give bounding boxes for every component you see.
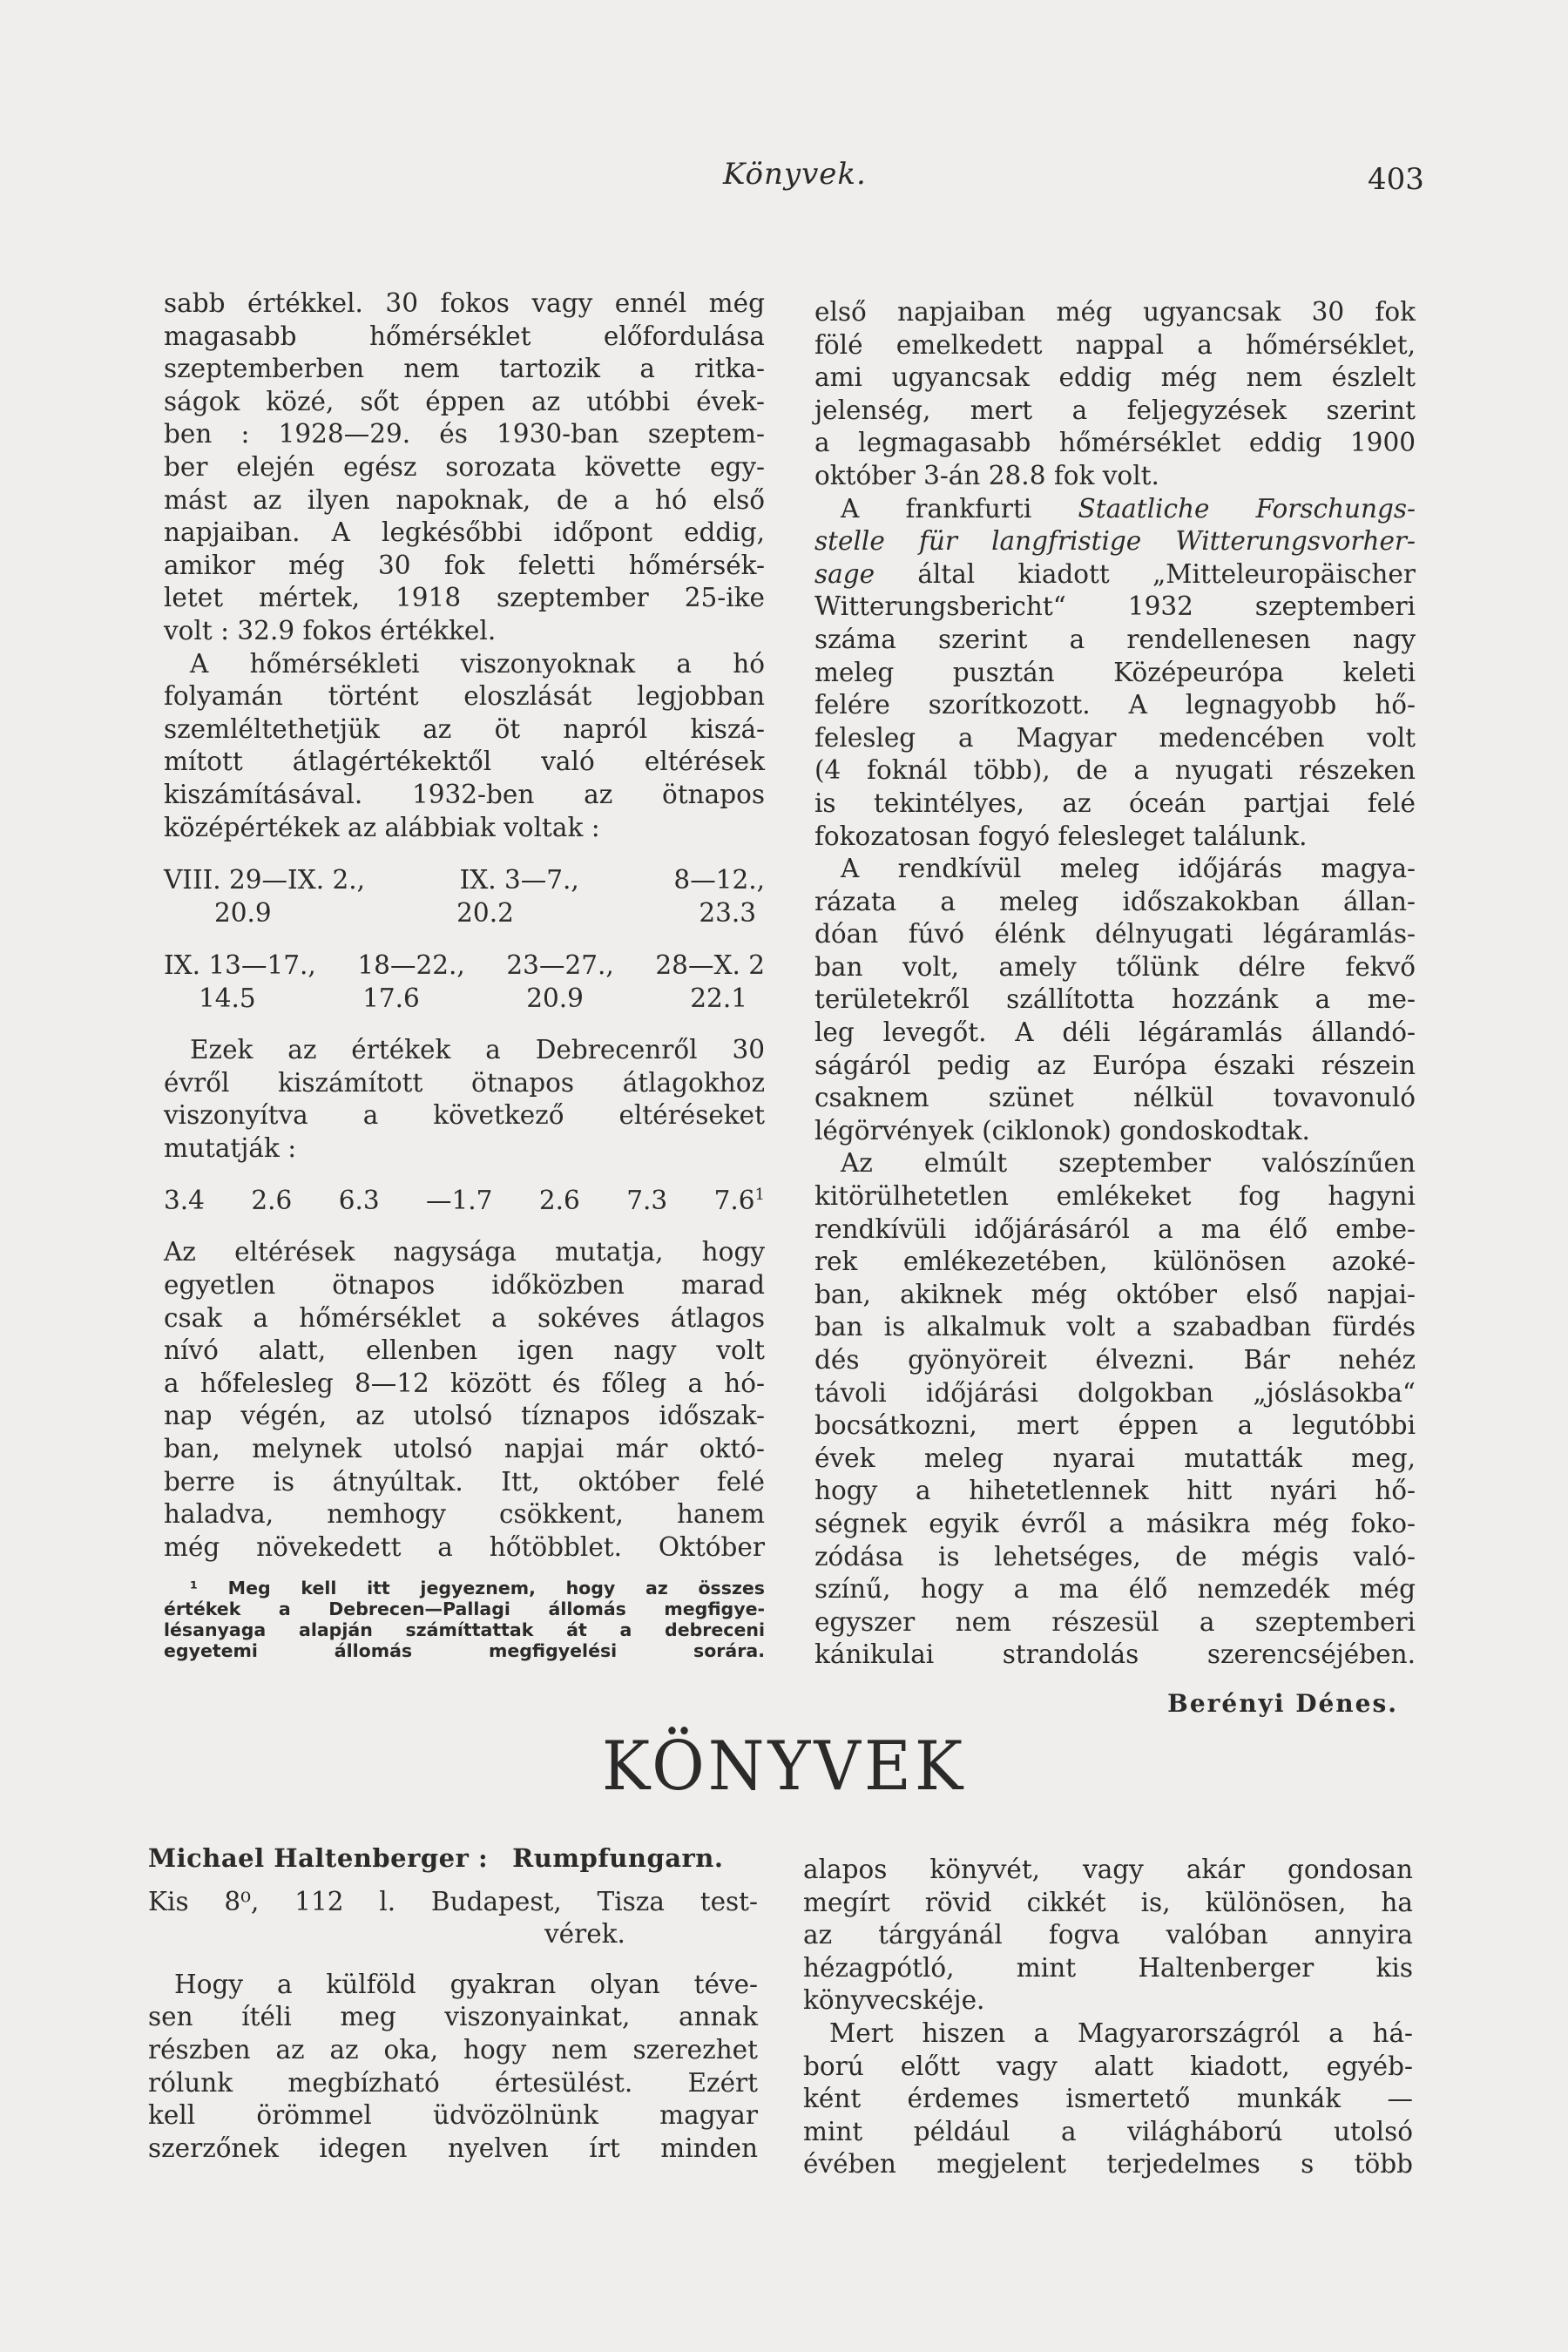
text-line: ságáról pedig az Európa északi részein [814, 1050, 1416, 1080]
text-line: sabb értékkel. 30 fokos vagy ennél még [164, 288, 765, 318]
period-value: 20.2 [456, 898, 514, 929]
text-line: mást az ilyen napoknak, de a hó első [164, 484, 765, 515]
period-label: IX. 13—17., [164, 950, 316, 981]
text-line: csak a hőmérséklet a sokéves átlagos [164, 1302, 765, 1333]
institute-name: sage [814, 558, 875, 589]
text-line: hogy a hihetetlennek hitt nyári hő- [814, 1476, 1416, 1506]
text-line: vérek. [544, 1919, 625, 1950]
left-paragraph-2 [164, 648, 765, 681]
text-line: első napjaiban még ugyancsak 30 fok [814, 297, 1416, 327]
text-fragment: A frankfurti [841, 493, 1078, 524]
author-signature: Berényi Dénes. [1167, 1688, 1398, 1718]
footnote-line: egyetemi állomás megfigyelési sorára. [164, 1640, 765, 1662]
right-column [814, 296, 1416, 1720]
book-details [148, 1886, 758, 1951]
text-line: Hogy a külföld gyakran olyan téve- [174, 1969, 758, 1999]
text-line: az tárgyánál fogva valóban annyira [803, 1920, 1413, 1950]
text-line: mutatják : [164, 1132, 297, 1163]
text-line: fölé emelkedett nappal a hőmérséklet, [814, 329, 1416, 360]
text-line: sen ítéli meg viszonyainkat, annak [148, 2002, 758, 2032]
text-line: évében megjelent terjedelmes s több [803, 2149, 1413, 2180]
period-label: 23—27., [506, 950, 614, 981]
page-number: 403 [1368, 162, 1424, 197]
text-line: ságok közé, sőt éppen az utóbbi évek- [164, 386, 765, 416]
text-line: ben : 1928—29. és 1930-ban szeptem- [164, 419, 765, 449]
text-line: rólunk megbízható értesülést. Ezért [148, 2067, 758, 2098]
footnote-mark: 1 [754, 1186, 765, 1205]
text-line: légörvények (ciklonok) gondoskodtak. [814, 1115, 1310, 1146]
period-value: 20.9 [214, 898, 272, 929]
text-line: jelenség, mert a feljegyzések szerint [814, 395, 1416, 425]
five-day-means-table-2 [164, 949, 765, 1015]
text-line: dés gyönyöreit élvezni. Bár nehéz [814, 1345, 1416, 1375]
text-line: magasabb hőmérséklet előfordulása [164, 321, 765, 351]
period-value: 23.3 [699, 898, 756, 929]
text-line: évről kiszámított ötnapos átlagokhoz [164, 1067, 765, 1098]
review-paragraph-1 [148, 1969, 758, 2166]
deviation-value: 2.6 [251, 1186, 293, 1216]
text-line: szemléltethetjük az öt napról kiszá- [164, 713, 765, 744]
review-paragraph-2 [803, 2017, 1413, 2181]
deviation-value: 7.6 [713, 1186, 755, 1216]
text-line: leg levegőt. A déli légáramlás állandó- [814, 1017, 1416, 1048]
text-line: középértékek az alábbiak voltak : [164, 812, 600, 842]
deviation-value: —1.7 [426, 1186, 493, 1216]
text-line: Az elmúlt szeptember valószínűen [841, 1148, 1416, 1179]
left-paragraph-3 [164, 1034, 765, 1067]
period-value: 22.1 [690, 983, 747, 1014]
period-label: 28—X. 2 [655, 950, 765, 981]
text-line: nap végén, az utolsó tíznapos időszak- [164, 1401, 765, 1431]
text-line: (4 foknál több), de a nyugati részeken [814, 755, 1416, 786]
period-label: VIII. 29—IX. 2., [164, 865, 365, 896]
period-value: 20.9 [526, 983, 584, 1014]
deviation-value: 3.4 [164, 1186, 205, 1216]
right-paragraph-3 [814, 853, 1416, 1147]
left-column [164, 287, 765, 1661]
text-line: kell örömmel üdvözölnünk magyar [148, 2100, 758, 2131]
text-line: színű, hogy a ma élő nemzedék még [814, 1574, 1416, 1605]
text-line: haladva, nemhogy csökkent, hanem [164, 1499, 765, 1530]
book-review-left-column [148, 1842, 758, 2165]
period-value: 14.5 [199, 983, 256, 1014]
text-line: kiszámításával. 1932-ben az ötnapos [164, 779, 765, 809]
institute-name: stelle für langfristige Witterungsvorher- [814, 526, 1416, 557]
text-line: ban volt, amely tőlünk délre fekvő [814, 951, 1416, 982]
deviation-values [164, 1184, 765, 1217]
text-line: évek meleg nyarai mutatták meg, [814, 1443, 1416, 1473]
text-line: A rendkívül meleg időjárás magya- [841, 854, 1416, 884]
right-paragraph-2 [814, 493, 1416, 854]
text-line: hézagpótló, mint Haltenberger kis [803, 1952, 1413, 1983]
text-line: bocsátkozni, mert éppen a legutóbbi [814, 1410, 1416, 1441]
footnote-line: lésanyaga alapján számíttattak át a debreceni [164, 1619, 765, 1641]
text-line: Witterungsbericht“ 1932 szeptemberi [814, 591, 1416, 622]
text-line: ami ugyancsak eddig még nem észlelt [814, 362, 1416, 393]
text-line: folyamán történt eloszlását legjobban [164, 681, 765, 712]
text-line: szerzőnek idegen nyelven írt minden [148, 2132, 758, 2163]
text-line: viszonyítva a következő eltéréseket [164, 1100, 765, 1131]
text-line: Ezek az értékek a Debrecenről 30 [190, 1035, 765, 1065]
text-fragment: által kiadott „Mitteleuropäischer [875, 558, 1416, 589]
text-line: ber elején egész sorozata követte egy- [164, 451, 765, 482]
text-line: felére szorítkozott. A legnagyobb hő- [814, 690, 1416, 720]
text-line: még növekedett a hőtöbblet. Október [164, 1531, 765, 1562]
left-paragraph-4 [164, 1236, 765, 1564]
section-title: KÖNYVEK [601, 1727, 967, 1807]
text-line: ború előtt vagy alatt kiadott, egyéb- [803, 2051, 1413, 2081]
text-line: alapos könyvét, vagy akár gondosan [803, 1855, 1413, 1884]
deviation-value: 7.3 [626, 1186, 668, 1216]
text-line: mított átlagértékektől való eltérések [164, 747, 765, 777]
text-line: részben az az oka, hogy nem szerezhet [148, 2034, 758, 2065]
left-paragraph-1 [164, 287, 765, 648]
text-line: október 3-án 28.8 fok volt. [814, 460, 1159, 490]
text-line: ban, akiknek még október első napjai- [814, 1279, 1416, 1309]
deviation-value: 6.3 [338, 1186, 380, 1216]
text-line: könyvecskéje. [803, 1985, 985, 2016]
text-line: dóan fúvó élénk délnyugati légáramlás- [814, 919, 1416, 950]
text-line: egyetlen ötnapos időközben marad [164, 1270, 765, 1301]
text-line [814, 525, 1416, 558]
left-paragraph-2-cont [164, 680, 765, 844]
text-line: kánikulai strandolás szerencséjében. [814, 1639, 1416, 1670]
period-label: IX. 3—7., [459, 865, 579, 896]
text-line: rázata a meleg időszakokban állan- [814, 886, 1416, 916]
period-label: 18—22., [357, 950, 465, 981]
right-paragraph-1 [814, 296, 1416, 493]
text-line: kitörülhetetlen emlékeket fog hagyni [814, 1181, 1416, 1212]
footnote-line: értékek a Debrecen—Pallagi állomás megfigye- [164, 1598, 765, 1620]
footnote-line: ¹ Meg kell itt jegyeznem, hogy az összes [190, 1578, 765, 1599]
left-paragraph-3-cont [164, 1067, 765, 1166]
text-line: ségnek egyik évről a másikra még foko- [814, 1508, 1416, 1538]
text-line: amikor még 30 fok feletti hőmérsék- [164, 550, 765, 580]
text-line: berre is átnyúltak. Itt, október felé [164, 1466, 765, 1497]
deviation-value: 2.6 [538, 1186, 580, 1216]
text-line: rek emlékezetében, különösen azoké- [814, 1247, 1416, 1277]
text-line: a legmagasabb hőmérséklet eddig 1900 [814, 428, 1416, 458]
book-author: Michael Haltenberger : [148, 1843, 489, 1873]
text-line: A hőmérsékleti viszonyoknak a hó [190, 648, 765, 679]
text-line: ként érdemes ismertető munkák — [803, 2084, 1413, 2114]
five-day-means-table-1 [164, 863, 765, 929]
right-paragraph-4 [814, 1147, 1416, 1672]
institute-name: Staatliche Forschungs- [1078, 493, 1416, 524]
text-line: szeptemberben nem tartozik a ritka- [164, 354, 765, 384]
text-line: letet mértek, 1918 szeptember 25-ike [164, 583, 765, 613]
deviation-last [714, 1184, 765, 1217]
text-line: a hőfelesleg 8—12 között és főleg a hó- [164, 1368, 765, 1398]
text-line [814, 493, 1416, 526]
period-label: 8—12., [673, 865, 765, 896]
text-line: nívó alatt, ellenben igen nagy volt [164, 1335, 765, 1366]
text-line: megírt rövid cikkét is, különösen, ha [803, 1887, 1413, 1917]
text-line: mint például a világháború utolsó [803, 2116, 1413, 2146]
text-line: távoli időjárási dolgokban „jóslásokba“ [814, 1377, 1416, 1408]
text-line: egyszer nem részesül a szeptemberi [814, 1606, 1416, 1637]
text-line: Az eltérések nagysága mutatja, hogy [164, 1237, 765, 1267]
text-line: rendkívüli időjárásáról a ma élő embe- [814, 1213, 1416, 1244]
text-line: ban is alkalmuk volt a szabadban fürdés [814, 1312, 1416, 1342]
review-paragraph-1-cont [803, 1854, 1413, 2017]
running-head [0, 157, 1568, 209]
text-line: Kis 8⁰, 112 l. Budapest, Tisza test- [148, 1886, 758, 1916]
text-line: volt : 32.9 fokos értékkel. [164, 615, 497, 645]
book-review-right-column [803, 1854, 1413, 2181]
text-line: meleg pusztán Középeurópa keleti [814, 657, 1416, 687]
text-line: ban, melynek utolsó napjai már októ- [164, 1434, 765, 1464]
text-line: napjaiban. A legkésőbbi időpont eddig, [164, 517, 765, 548]
text-line: csaknem szünet nélkül tovavonuló [814, 1083, 1416, 1113]
period-value: 17.6 [362, 983, 420, 1014]
text-line: területekről szállította hozzánk a me- [814, 984, 1416, 1015]
text-line: is tekintélyes, az óceán partjai felé [814, 787, 1416, 818]
text-line: zódása is lehetséges, de mégis való- [814, 1541, 1416, 1571]
text-line: száma szerint a rendellenesen nagy [814, 624, 1416, 654]
running-title: Könyvek. [723, 157, 867, 192]
footnote [164, 1578, 765, 1661]
text-line: felesleg a Magyar medencében volt [814, 722, 1416, 753]
text-line [814, 558, 1416, 591]
text-line: Mert hiszen a Magyarországról a há- [829, 2017, 1413, 2048]
text-line: fokozatosan fogyó felesleget találunk. [814, 821, 1308, 851]
book-title: Rumpfungarn. [512, 1843, 724, 1873]
book-heading [148, 1842, 758, 1876]
